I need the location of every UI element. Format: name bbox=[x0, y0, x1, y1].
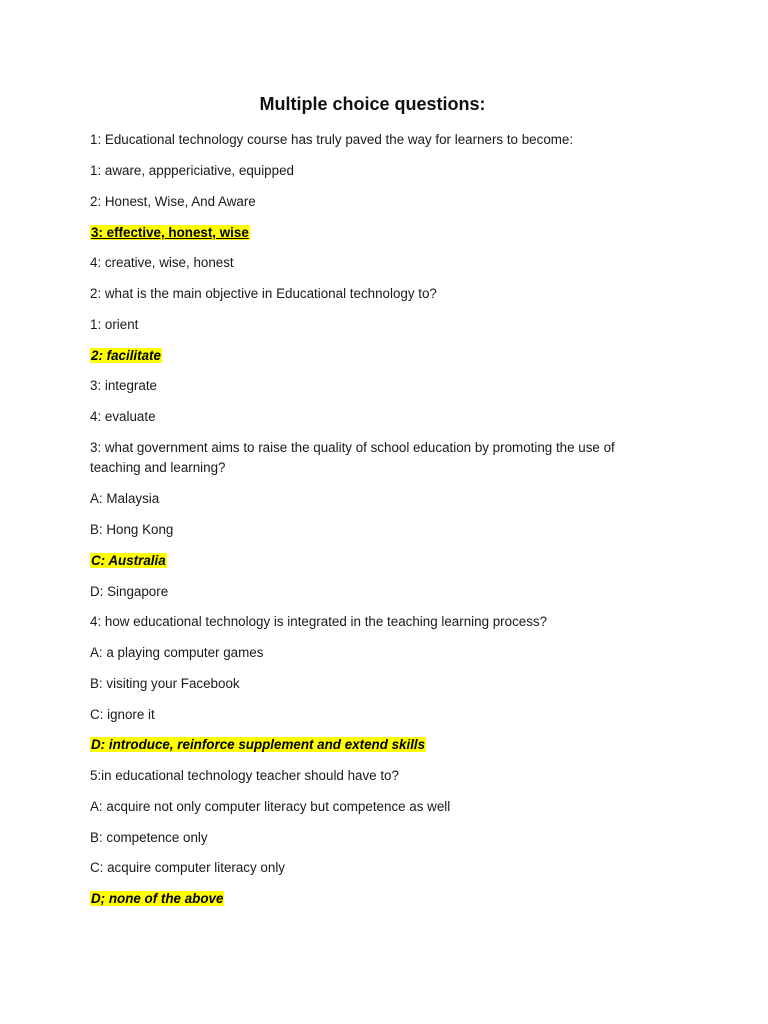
q4-option-b: B: visiting your Facebook bbox=[90, 676, 240, 691]
question-2: 2: what is the main objective in Educational technology to? bbox=[90, 286, 437, 301]
q5-option-a: A: acquire not only computer literacy but competence as well bbox=[90, 799, 451, 814]
q4-answer bbox=[90, 735, 426, 755]
q5-answer bbox=[90, 889, 224, 909]
answer-highlight: 3: effective, honest, wise bbox=[91, 225, 249, 240]
q3-answer bbox=[90, 551, 167, 571]
question-4: 4: how educational technology is integrated in the teaching learning process? bbox=[90, 614, 548, 629]
q2-option-3: 3: integrate bbox=[90, 378, 157, 393]
q2-answer bbox=[90, 346, 162, 366]
q3-option-d: D: Singapore bbox=[90, 584, 169, 599]
q5-option-b: B: competence only bbox=[90, 830, 208, 845]
q5-option-c: C: acquire computer literacy only bbox=[90, 860, 285, 875]
question-3: 3: what government aims to raise the quality of school education by promoting the use of teaching and learning? bbox=[90, 440, 615, 475]
q2-option-1: 1: orient bbox=[90, 317, 139, 332]
q4-option-c: C: ignore it bbox=[90, 707, 155, 722]
q1-option-4: 4: creative, wise, honest bbox=[90, 255, 234, 270]
q1-option-2: 2: Honest, Wise, And Aware bbox=[90, 194, 256, 209]
answer-highlight: D: introduce, reinforce supplement and extend skills bbox=[91, 737, 426, 752]
answer-highlight: D; none of the above bbox=[91, 891, 224, 906]
q3-option-b: B: Hong Kong bbox=[90, 522, 174, 537]
q4-option-a: A: a playing computer games bbox=[90, 645, 264, 660]
q2-option-4: 4: evaluate bbox=[90, 409, 156, 424]
page-title: Multiple choice questions: bbox=[259, 94, 486, 114]
q1-answer bbox=[90, 223, 250, 243]
question-1: 1: Educational technology course has truly paved the way for learners to become: bbox=[90, 132, 574, 147]
q3-option-a: A: Malaysia bbox=[90, 491, 160, 506]
answer-highlight: C: Australia bbox=[91, 553, 166, 568]
question-5: 5:in educational technology teacher should have to? bbox=[90, 768, 399, 783]
answer-highlight: 2: facilitate bbox=[91, 348, 161, 363]
q1-option-1: 1: aware, apppericiative, equipped bbox=[90, 163, 294, 178]
